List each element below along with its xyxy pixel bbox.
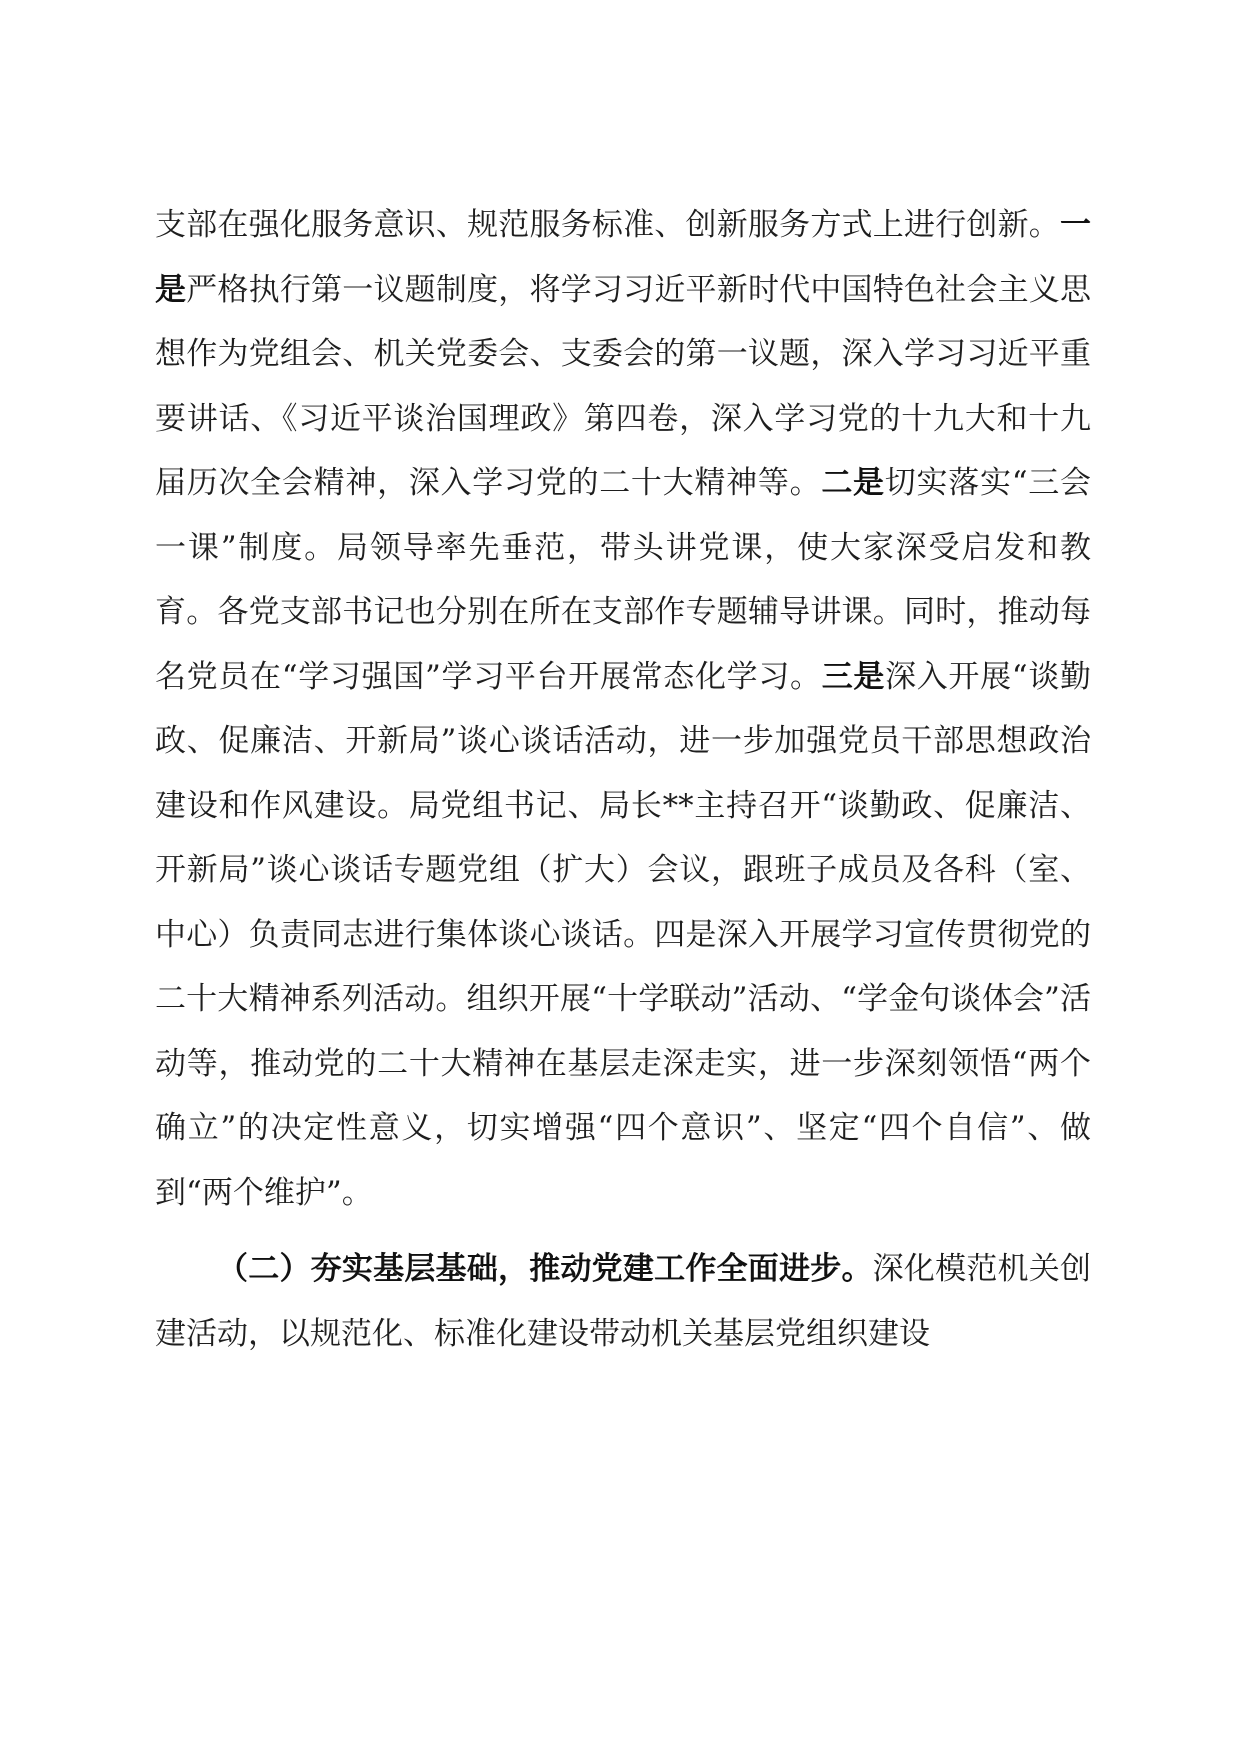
point-three-text: 深入开展“谈勤政、促廉洁、开新局”谈心谈话活动，进一步加强党员干部思想政治建设和作风建设。局党组书记、局长**主持召开“谈勤政、促廉洁、开新局”谈心谈话专题党组（扩大）会议，跟班子成员及各科（室、中心）负责同志进行集体谈心谈话。四是深入开展学习宣传贯彻党的二十大精神系列活动。组织开展“十学联动”活动、“学金句谈体会”活动等，推动党的二十大精神在基层走深走实，进一步深刻领悟“两个确立”的决定性意义，切实增强“四个意识”、坚定“四个自信”、做到“两个维护”。 — [155, 658, 1091, 1211]
section-heading: （二）夯实基层基础，推动党建工作全面进步。 — [217, 1251, 873, 1287]
section-text: 深化模范机关创建活动，以规范化、标准化建设带动机关基层党组织建设 — [155, 1251, 1092, 1352]
paragraph-1-intro: 支部在强化服务意识、规范服务标准、创新服务方式上进行创新。 — [155, 207, 1060, 243]
point-three-label: 三是 — [821, 658, 886, 695]
paragraph-2 — [155, 1237, 1091, 1366]
point-two-text: 切实落实“三会一课”制度。局领导率先垂范，带头讲党课，使大家深受启发和教育。各党支部书记也分别在所在支部作专题辅导讲课。同时，推动每名党员在“学习强国”学习平台开展常态化学习。 — [155, 465, 1092, 695]
document-body — [155, 193, 1091, 1366]
point-one-text: 严格执行第一议题制度，将学习习近平新时代中国特色社会主义思想作为党组会、机关党委会、支委会的第一议题，深入学习习近平重要讲话、《习近平谈治国理政》第四卷，深入学习党的十九大和十九届历次全会精神，深入学习党的二十大精神等。 — [155, 271, 1092, 501]
point-one-label: 一是 — [155, 207, 1091, 308]
paragraph-1 — [155, 193, 1091, 1225]
point-two-label: 二是 — [821, 465, 885, 501]
